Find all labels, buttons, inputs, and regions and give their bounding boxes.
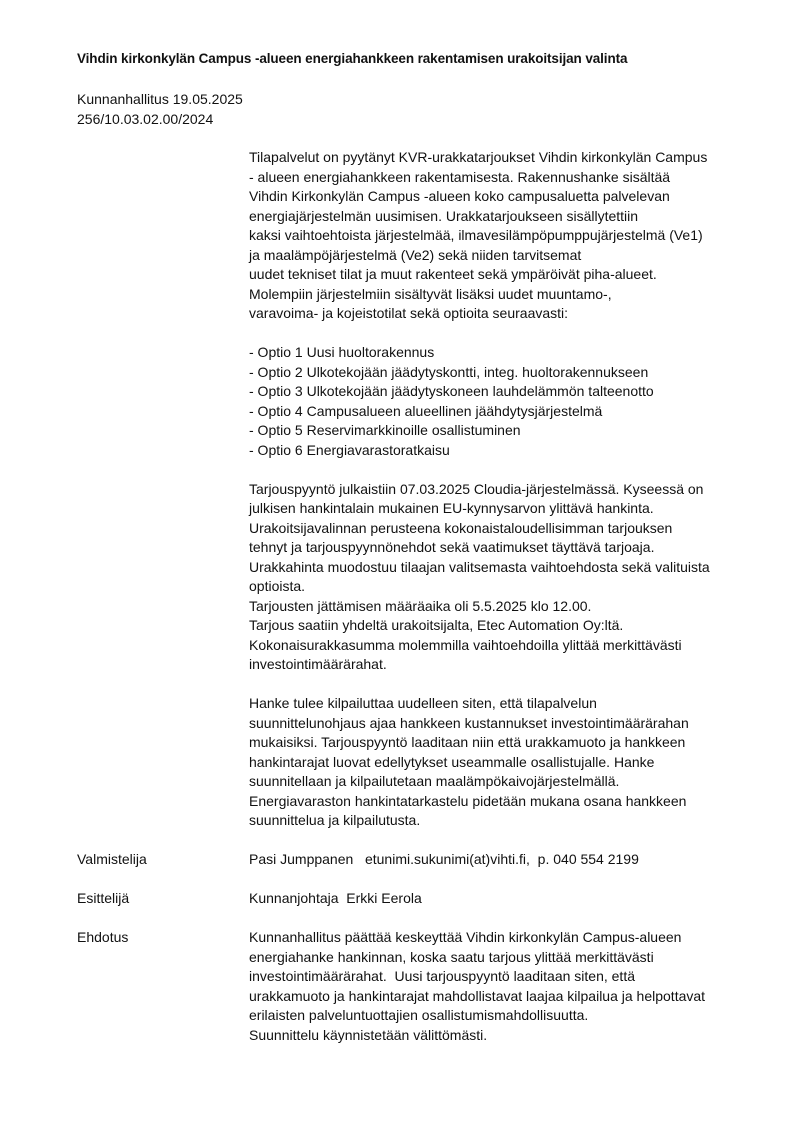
text-line: julkisen hankintalain mukainen EU-kynnysarvon ylittävä hankinta.	[249, 500, 654, 516]
list-item: - Optio 1 Uusi huoltorakennus	[249, 344, 435, 360]
text-line: erilaisten palveluntuottajien osallistumismahdollisuutta.	[249, 1007, 589, 1023]
text-line: uudet tekniset tilat ja muut rakenteet sekä ympäröivät piha-alueet.	[249, 266, 657, 282]
meeting-info	[77, 90, 243, 129]
preparer-value: Pasi Jumppanen etunimi.sukunimi(at)vihti.fi, p. 040 554 2199	[249, 851, 639, 867]
list-item: - Optio 3 Ulkotekojään jäädytyskoneen lauhdelämmön talteenotto	[249, 383, 654, 399]
text-line: Suunnittelu käynnistetään välittömästi.	[249, 1026, 488, 1043]
text-line: Energiavaraston hankintatarkastelu pidetään mukana osana hankkeen	[249, 792, 687, 809]
text-line: tehnyt ja tarjouspyynnönehdot sekä vaatimukset täyttävä tarjoaja.	[249, 539, 655, 555]
paragraph-intro	[249, 148, 749, 324]
list-item: - Optio 2 Ulkotekojään jäädytyskontti, integ. huoltorakennukseen	[249, 363, 649, 380]
text-line: kaksi vaihtoehtoista järjestelmää, ilmavesilämpöpumppujärjestelmä (Ve1)	[249, 227, 703, 243]
list-item: - Optio 5 Reservimarkkinoille osallistuminen	[249, 422, 521, 438]
text-line: Tilapalvelut on pyytänyt KVR-urakkatarjoukset Vihdin kirkonkylän Campus	[249, 149, 708, 165]
text-line: ja maalämpöjärjestelmä (Ve2) sekä niiden tarvitsemat	[249, 246, 582, 263]
text-line: Kokonaisurakkasumma molemmilla vaihtoehdoilla ylittää merkittävästi	[249, 636, 682, 653]
text-line: Tarjouspyyntö julkaistiin 07.03.2025 Cloudia-järjestelmässä. Kyseessä on	[249, 480, 704, 497]
document-body	[249, 148, 749, 831]
text-line: - alueen energiahankkeen rakentamisesta. Rakennushanke sisältää	[249, 168, 671, 185]
record-number: 256/10.03.02.00/2024	[77, 110, 214, 127]
paragraph-tender	[249, 480, 749, 675]
text-line: energiajärjestelmän uusimisen. Urakkatarjoukseen sisällytettiin	[249, 207, 639, 224]
text-line: optioista.	[249, 578, 306, 594]
text-line: suunnitellaan ja kilpailutetaan maalämpökaivojärjestelmällä.	[249, 773, 620, 789]
meeting-name: Kunnanhallitus 19.05.2025	[77, 91, 243, 107]
text-line: hankintarajat luovat edellytykset useammalle osallistujalle. Hanke	[249, 753, 655, 770]
text-line: energiahanke hankinnan, koska saatu tarjous ylittää merkittävästi	[249, 948, 654, 965]
text-line: Tarjousten jättämisen määräaika oli 5.5.2025 klo 12.00.	[249, 597, 592, 614]
text-line: Urakoitsijavalinnan perusteena kokonaistaloudellisimman tarjouksen	[249, 519, 673, 536]
preparer-label: Valmistelija	[77, 851, 147, 867]
text-line: varavoima- ja kojeistotilat sekä optioita seuraavasti:	[249, 305, 569, 321]
presenter-label: Esittelijä	[77, 890, 130, 906]
list-item: - Optio 4 Campusalueen alueellinen jäähdytysjärjestelmä	[249, 402, 603, 419]
text-line: mukaisiksi. Tarjouspyyntö laaditaan niin että urakkamuoto ja hankkeen	[249, 734, 686, 750]
text-line: Tarjous saatiin yhdeltä urakoitsijalta, Etec Automation Oy:ltä.	[249, 617, 624, 633]
options-list	[249, 343, 749, 460]
text-line: Vihdin Kirkonkylän Campus -alueen koko campusaluetta palvelevan	[249, 188, 670, 204]
list-item: - Optio 6 Energiavarastoratkaisu	[249, 441, 450, 458]
text-line: urakkamuoto ja hankintarajat mahdollistavat laajaa kilpailua ja helpottavat	[249, 987, 706, 1004]
text-line: Kunnanhallitus päättää keskeyttää Vihdin kirkonkylän Campus-alueen	[249, 929, 682, 945]
text-line: Molempiin järjestelmiin sisältyvät lisäksi uudet muuntamo-,	[249, 285, 612, 302]
text-line: suunnittelua ja kilpailutusta.	[249, 812, 421, 828]
text-line: Hanke tulee kilpailuttaa uudelleen siten, että tilapalvelun	[249, 695, 597, 711]
document-title: Vihdin kirkonkylän Campus -alueen energiahankkeen rakentamisen urakoitsijan valinta	[77, 51, 628, 66]
paragraph-retender	[249, 694, 749, 831]
text-line: Urakkahinta muodostuu tilaajan valitsemasta vaihtoehdosta sekä valituista	[249, 558, 710, 575]
proposal-text	[249, 928, 705, 1045]
text-line: investointimäärärahat.	[249, 656, 387, 672]
presenter-value: Kunnanjohtaja Erkki Eerola	[249, 890, 422, 906]
text-line: investointimäärärahat. Uusi tarjouspyyntö laaditaan siten, että	[249, 968, 635, 984]
proposal-label: Ehdotus	[77, 929, 129, 945]
text-line: suunnittelunohjaus ajaa hankkeen kustannukset investointimäärärahan	[249, 714, 689, 731]
